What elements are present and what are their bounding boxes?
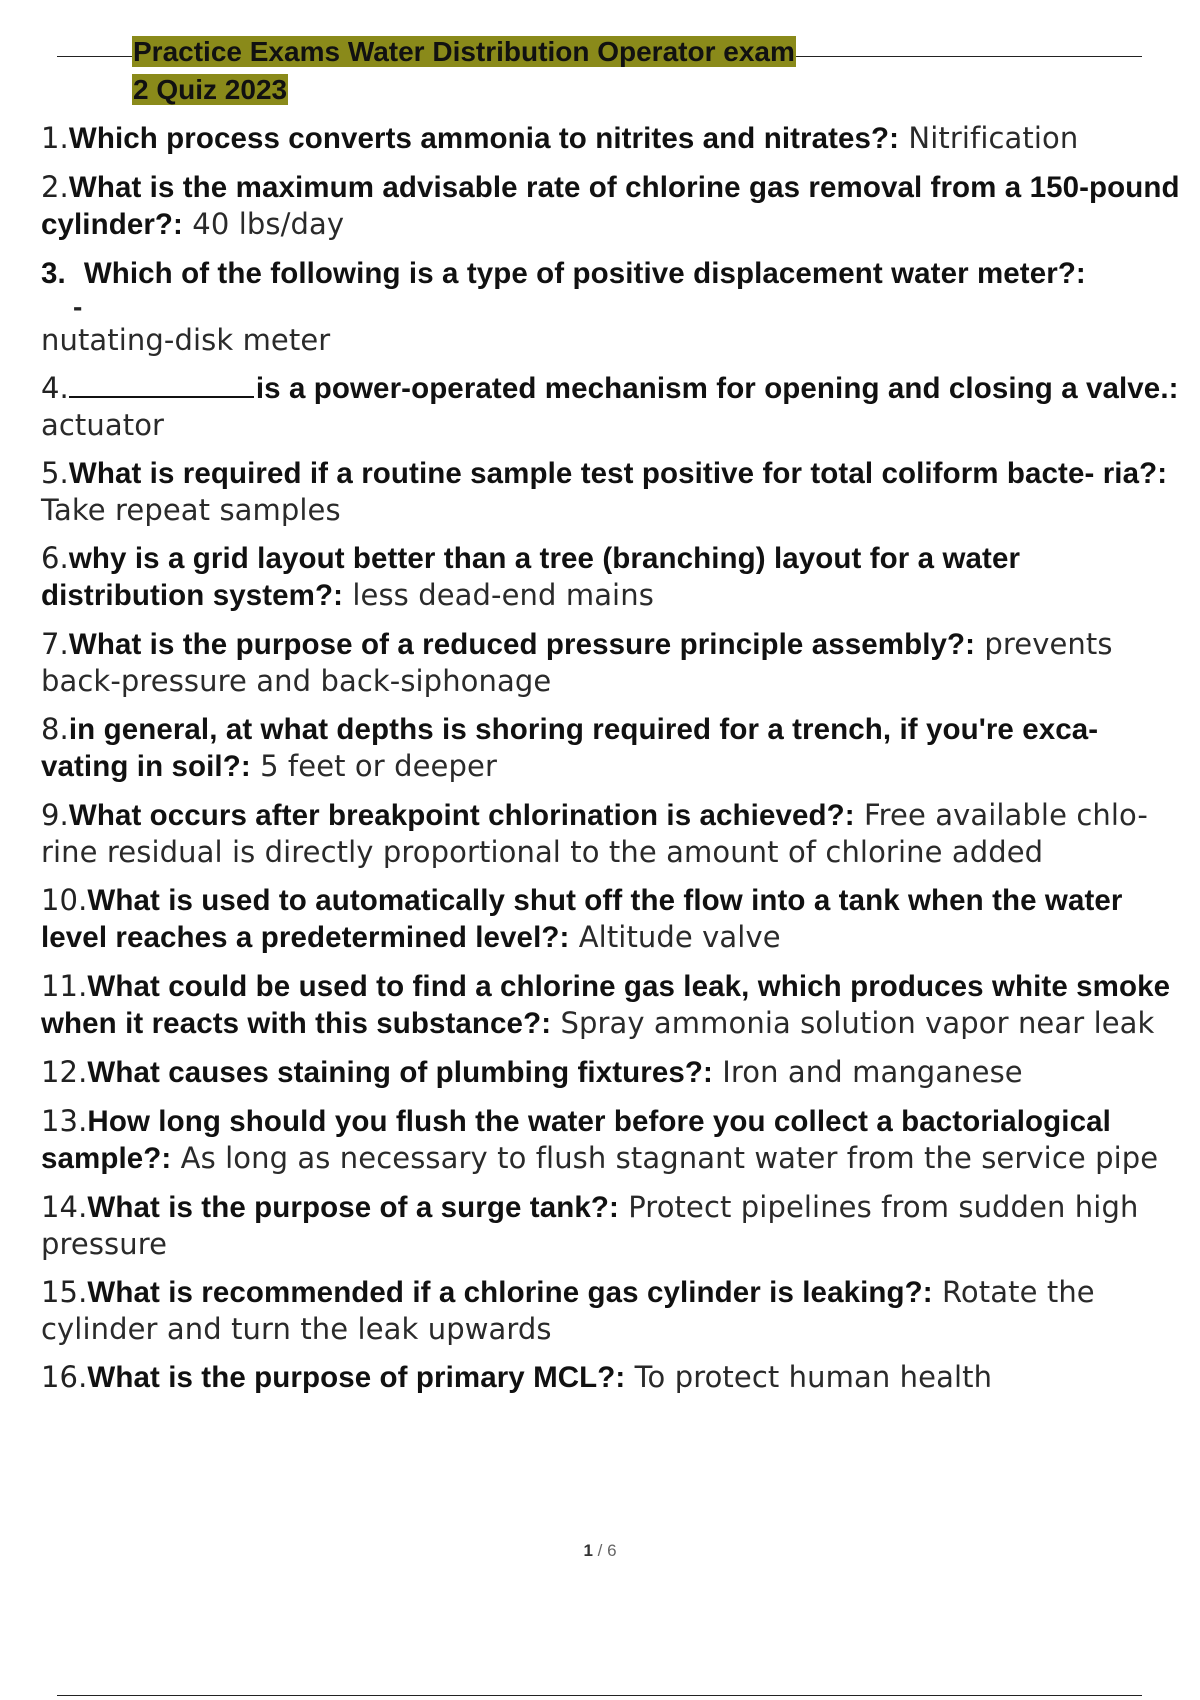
question-item-16 — [41, 1359, 1191, 1396]
answer-text: Rotate the cylinder and turn the leak upwards — [41, 1275, 1095, 1346]
question-item-5 — [41, 455, 1191, 528]
question-item-12 — [41, 1054, 1191, 1091]
question-number: 13. — [41, 1104, 88, 1138]
question-text: What is recommended if a chlorine gas cylinder is leaking?: — [87, 1276, 933, 1309]
question-number: 4. — [41, 371, 69, 405]
question-number: 9. — [41, 798, 69, 832]
question-item-1 — [41, 120, 1191, 157]
question-item-15 — [41, 1274, 1191, 1347]
question-text: why is a grid layout better than a tree (branching) layout for a water distribution system?: — [41, 542, 1021, 612]
question-item-3 — [41, 255, 1191, 358]
answer-text: actuator — [41, 408, 165, 442]
fill-in-blank — [69, 370, 254, 398]
question-number: 16. — [41, 1360, 88, 1394]
question-text: is a power-operated mechanism for opening and closing a valve.: — [255, 372, 1179, 405]
question-number: 7. — [41, 627, 69, 661]
question-text: How long should you flush the water before you collect a bactorialogical sample?: — [41, 1105, 1111, 1175]
question-text: What is used to automatically shut off the flow into a tank when the water level reaches a predetermined level?: — [41, 884, 1123, 954]
answer-text: Take repeat samples — [41, 493, 341, 527]
question-item-13 — [41, 1103, 1191, 1177]
answer-text: Free available chlo- rine residual is directly proportional to the amount of chlorine added — [41, 798, 1148, 869]
question-text: Which of the following is a type of positive displacement water meter?: — [83, 257, 1086, 290]
question-item-6 — [41, 540, 1191, 614]
question-text: What is the maximum advisable rate of chlorine gas removal from a 150-pound cylinder?: — [41, 171, 1180, 241]
answer-text: nutating-disk meter — [41, 323, 331, 357]
question-text: What is the purpose of a surge tank?: — [87, 1191, 619, 1224]
question-number: 15. — [41, 1275, 88, 1309]
question-number: 5. — [41, 456, 69, 490]
answer-text: prevents back-pressure and back-siphonage — [41, 627, 1113, 698]
answer-text: 40 lbs/day — [182, 207, 345, 241]
question-number: 14. — [41, 1190, 88, 1224]
question-number: 12. — [41, 1055, 88, 1089]
question-number: 1. — [41, 121, 69, 155]
page-indicator — [0, 1541, 1200, 1561]
question-list — [41, 120, 1191, 1408]
question-text: What is the purpose of primary MCL?: — [87, 1361, 626, 1394]
question-number: 10. — [41, 883, 88, 917]
dash-separator: - — [73, 291, 83, 322]
question-text: Which process converts ammonia to nitrites and nitrates?: — [68, 122, 900, 155]
answer-text: Iron and manganese — [712, 1055, 1023, 1089]
answer-text: To protect human health — [625, 1360, 993, 1394]
answer-text: less dead-end mains — [343, 578, 654, 612]
question-text: What is the purpose of a reduced pressure principle assembly?: — [68, 628, 976, 661]
page-total: / 6 — [592, 1541, 617, 1560]
question-item-14 — [41, 1189, 1191, 1262]
answer-text: 5 feet or deeper — [250, 749, 497, 783]
answer-text: As long as necessary to flush stagnant water from the service pipe — [171, 1141, 1159, 1175]
question-item-4 — [41, 370, 1191, 443]
answer-text: Spray ammonia solution vapor near leak — [551, 1006, 1155, 1040]
page-current: 1 — [583, 1541, 593, 1560]
question-text: in general, at what depths is shoring required for a trench, if you're exca- vating in soil?: — [41, 713, 1099, 783]
question-item-7 — [41, 626, 1191, 699]
question-text: What is required if a routine sample test positive for total coliform bacte- ria?: — [68, 457, 1168, 490]
question-number: 3. — [41, 257, 66, 290]
answer-text: Altitude valve — [569, 920, 781, 954]
title-line-2: 2 Quiz 2023 — [133, 74, 288, 105]
question-text: What causes staining of plumbing fixtures?: — [87, 1056, 713, 1089]
question-number: 11. — [41, 969, 88, 1003]
answer-text: Protect pipelines from sudden high pressure — [41, 1190, 1139, 1261]
question-item-11 — [41, 968, 1191, 1042]
question-item-9 — [41, 797, 1191, 870]
question-item-8 — [41, 711, 1191, 785]
answer-text: Nitrification — [899, 121, 1079, 155]
question-text: What occurs after breakpoint chlorination is achieved?: — [68, 799, 855, 832]
bottom-rule — [57, 1695, 1142, 1696]
question-number: 6. — [41, 541, 69, 575]
question-number: 2. — [41, 170, 69, 204]
question-number: 8. — [41, 712, 69, 746]
document-title — [132, 33, 892, 109]
question-item-10 — [41, 882, 1191, 956]
question-item-2 — [41, 169, 1191, 243]
question-text: What could be used to find a chlorine gas leak, which produces white smoke when it reacts with this substance?: — [41, 970, 1171, 1040]
title-line-1: Practice Exams Water Distribution Operator exam — [133, 36, 795, 67]
